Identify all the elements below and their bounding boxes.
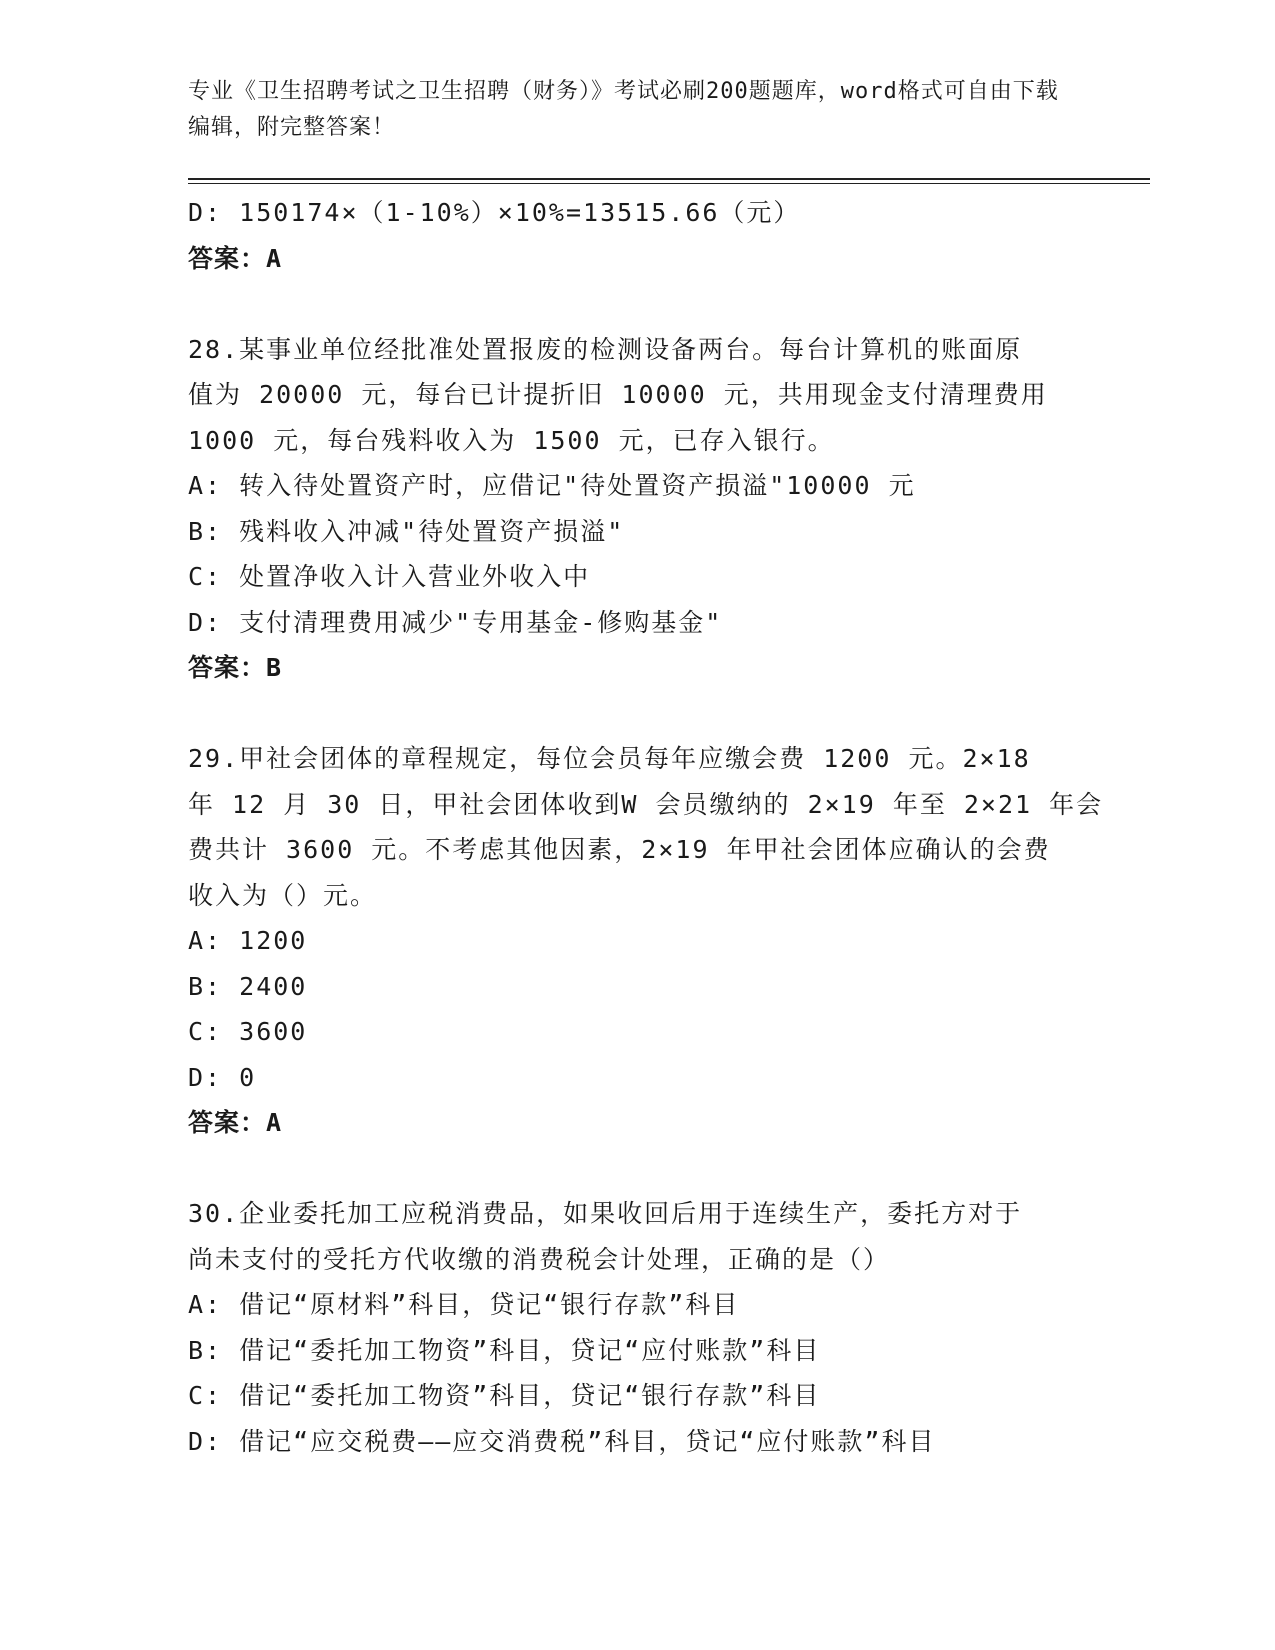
previous-question-tail	[188, 190, 1088, 281]
question-text-line: 收入为（）元。	[188, 880, 378, 910]
question-29	[188, 736, 1104, 1146]
question-28	[188, 327, 1088, 691]
spacer	[188, 691, 1088, 737]
document-header	[188, 74, 1068, 146]
question-30	[188, 1191, 1088, 1464]
document-body	[188, 190, 1104, 1464]
option-a: A: 转入待处置资产时，应借记"待处置资产损溢"10000 元	[188, 471, 916, 500]
question-text-line: 尚未支付的受托方代收缴的消费税会计处理，正确的是（）	[188, 1244, 891, 1274]
answer-line: 答案：A	[188, 1108, 283, 1137]
option-d: D: 支付清理费用减少"专用基金-修购基金"	[188, 607, 723, 637]
question-text-line: 费共计 3600 元。不考虑其他因素，2×19 年甲社会团体应确认的会费	[188, 835, 1051, 864]
option-d: D: 150174×（1-10%）×10%=13515.66（元）	[188, 198, 801, 227]
option-c: C: 3600	[188, 1017, 308, 1046]
question-text-line: 1000 元，每台残料收入为 1500 元，已存入银行。	[188, 425, 835, 455]
option-b: B: 残料收入冲减"待处置资产损溢"	[188, 516, 625, 546]
question-text-line: 30.企业委托加工应税消费品，如果收回后用于连续生产，委托方对于	[188, 1199, 1023, 1228]
option-a: A: 1200	[188, 926, 308, 955]
question-text-line: 值为 20000 元，每台已计提折旧 10000 元，共用现金支付清理费用	[188, 380, 1048, 409]
header-rule-thin	[188, 183, 1150, 184]
option-d: D: 0	[188, 1062, 257, 1092]
header-title: 专业《卫生招聘考试之卫生招聘（财务）》考试必刷200题题库，word格式可自由下载编辑，附完整答案！	[188, 79, 1059, 140]
option-c: C: 借记“委托加工物资”科目，贷记“银行存款”科目	[188, 1381, 821, 1410]
option-a: A: 借记“原材料”科目，贷记“银行存款”科目	[188, 1290, 740, 1319]
spacer	[188, 281, 1088, 327]
option-b: B: 借记“委托加工物资”科目，贷记“应付账款”科目	[188, 1335, 821, 1365]
option-c: C: 处置净收入计入营业外收入中	[188, 562, 591, 591]
question-text-line: 28.某事业单位经批准处置报废的检测设备两台。每台计算机的账面原	[188, 334, 1023, 364]
spacer	[188, 1146, 1088, 1192]
answer-line: 答案：A	[188, 243, 283, 273]
option-d: D: 借记“应交税费——应交消费税”科目，贷记“应付账款”科目	[188, 1426, 936, 1456]
option-b: B: 2400	[188, 971, 308, 1001]
header-rule-thick	[188, 178, 1150, 180]
question-text-line: 29.甲社会团体的章程规定，每位会员每年应缴会费 1200 元。2×18	[188, 744, 1031, 773]
answer-line: 答案：B	[188, 653, 283, 682]
question-text-line: 年 12 月 30 日，甲社会团体收到W 会员缴纳的 2×19 年至 2×21 年会	[188, 789, 1104, 819]
